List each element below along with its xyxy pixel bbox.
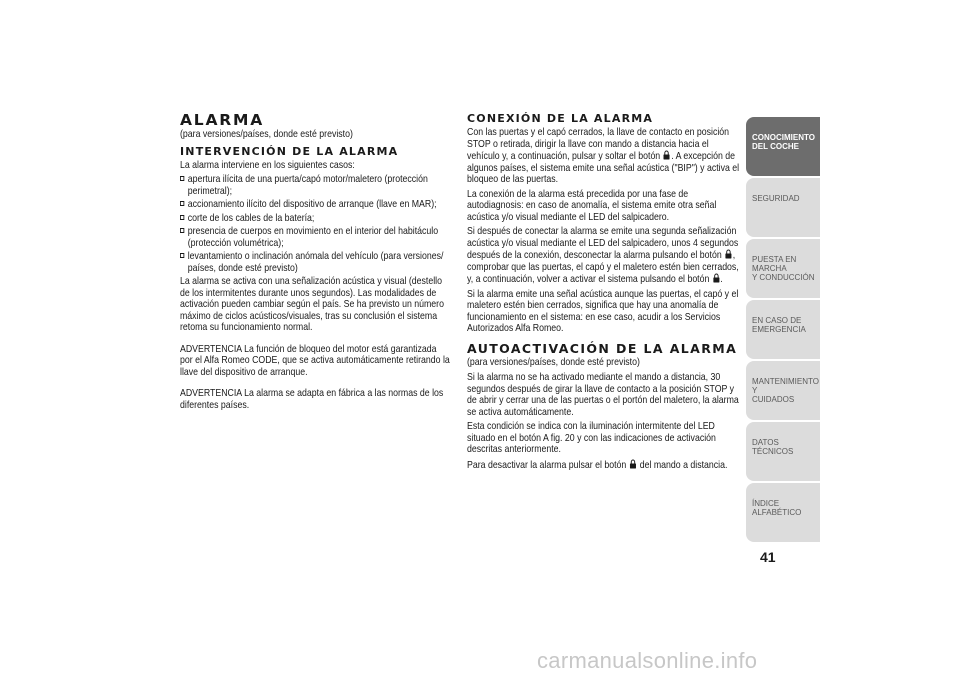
checkbox-bullet-icon bbox=[180, 176, 184, 181]
connection-heading: CONEXIÓN DE LA ALARMA bbox=[467, 112, 654, 125]
lock-icon bbox=[663, 150, 670, 160]
checkbox-bullet-icon bbox=[180, 228, 184, 233]
auto-activation-heading: AUTOACTIVACIÓN DE LA ALARMA bbox=[467, 340, 738, 356]
chapter-tabs bbox=[746, 117, 820, 544]
connection-paragraph-4: Si la alarma emite una señal acústica aunque las puertas, el capó y el maletero estén bien cerrados, significa que hay una anomalía de funcionamiento en el sistema: en ese caso, acudir a los Servicios Autorizados Alfa Romeo. bbox=[467, 288, 739, 334]
list-item: apertura ilícita de una puerta/capó motor/maletero (protección perimetral); bbox=[180, 174, 447, 197]
list-item: levantamiento o inclinación anómala del vehículo (para versiones/ países, donde esté previsto) bbox=[180, 251, 447, 274]
warning-engine-block: ADVERTENCIA La función de bloqueo del motor está garantizada por el Alfa Romeo CODE, que se activa automáticamente retirando la llave del dispositivo de arranque. bbox=[180, 343, 450, 378]
auto-paragraph-1: Si la alarma no se ha activado mediante el mando a distancia, 30 segundos después de girar la llave de contacto a la posición STOP y de abrir y cerrar una de las puertas o el portón del maletero, la alarma se activa automáticamente. bbox=[467, 372, 739, 418]
watermark: carmanualsonline.info bbox=[537, 648, 758, 673]
tab-en-caso-de-emergencia[interactable]: EN CASO DE EMERGENCIA bbox=[746, 300, 820, 359]
section-subtitle: (para versiones/países, donde esté previsto) bbox=[180, 129, 353, 140]
left-column bbox=[180, 112, 452, 414]
connection-paragraph-3: Si después de conectar la alarma se emite una segunda señalización acústica y/o visual mediante el LED del salpicadero, unos 4 segundos después de la conexión, desconectar la alarma pulsando el botón , comprobar que las puertas, el capó y el maletero estén bien cerrados, y, a continuación, volver a activar el sistema pulsando el botón . bbox=[467, 226, 739, 285]
connection-paragraph-1: Con las puertas y el capó cerrados, la llave de contacto en posición STOP o retirada, dirigir la llave con mando a distancia hacia el vehículo y, a continuación, pulsar y soltar el botón . A excepción de algunos países, el sistema emite una señal acústica ("BIP") y activa el bloqueo de las puertas. bbox=[467, 127, 740, 185]
list-item: accionamiento ilícito del dispositivo de arranque (llave en MAR); bbox=[180, 199, 447, 211]
intervention-heading: INTERVENCIÓN DE LA ALARMA bbox=[180, 144, 399, 158]
lock-icon bbox=[725, 249, 732, 259]
tab-mantenimiento[interactable]: MANTENIMIENTO Y CUIDADOS bbox=[746, 361, 820, 420]
cases-list bbox=[180, 174, 452, 274]
list-item: corte de los cables de la batería; bbox=[180, 213, 447, 225]
lock-icon bbox=[713, 273, 720, 283]
tab-puesta-en-marcha[interactable]: PUESTA EN MARCHA Y CONDUCCIÓN bbox=[746, 239, 820, 298]
auto-activation-subtitle: (para versiones/países, donde esté previsto) bbox=[467, 356, 640, 368]
checkbox-bullet-icon bbox=[180, 215, 184, 220]
section-title: ALARMA bbox=[180, 111, 265, 129]
tab-datos-tecnicos[interactable]: DATOS TÉCNICOS bbox=[746, 422, 820, 481]
tab-indice-alfabetico[interactable]: ÍNDICE ALFABÉTICO bbox=[746, 483, 820, 542]
right-column bbox=[467, 112, 741, 474]
checkbox-bullet-icon bbox=[180, 201, 184, 206]
auto-paragraph-3: Para desactivar la alarma pulsar el botón del mando a distancia. bbox=[467, 459, 728, 471]
activation-text: La alarma se activa con una señalización acústica y visual (destello de los intermitentes durante unos segundos). Las modalidades de activación pueden cambiar según el país. Se ha previsto un número máximo de ciclos acústicos/visuales, tras su conclusión el sistema retoma su funcionamiento normal. bbox=[180, 276, 444, 333]
tab-conocimiento-del-coche[interactable]: CONOCIMIENTO DEL COCHE bbox=[746, 117, 820, 176]
connection-paragraph-2: La conexión de la alarma está precedida por una fase de autodiagnosis: en caso de anomalía, el sistema emite otra señal acústica y/o visual mediante el LED del salpicadero. bbox=[467, 188, 717, 223]
warning-factory-norms: ADVERTENCIA La alarma se adapta en fábrica a las normas de los diferentes países. bbox=[180, 388, 444, 411]
intervention-intro: La alarma interviene en los siguientes casos: bbox=[180, 159, 355, 171]
list-item: presencia de cuerpos en movimiento en el interior del habitáculo (protección volumétrica); bbox=[180, 226, 447, 249]
page-number: 41 bbox=[760, 549, 776, 565]
tab-seguridad[interactable]: SEGURIDAD bbox=[746, 178, 820, 237]
auto-paragraph-2: Esta condición se indica con la iluminación intermitente del LED situado en el botón A fig. 20 y con las indicaciones de activación descritas anteriormente. bbox=[467, 421, 716, 455]
lock-icon bbox=[630, 459, 637, 469]
checkbox-bullet-icon bbox=[180, 253, 184, 258]
